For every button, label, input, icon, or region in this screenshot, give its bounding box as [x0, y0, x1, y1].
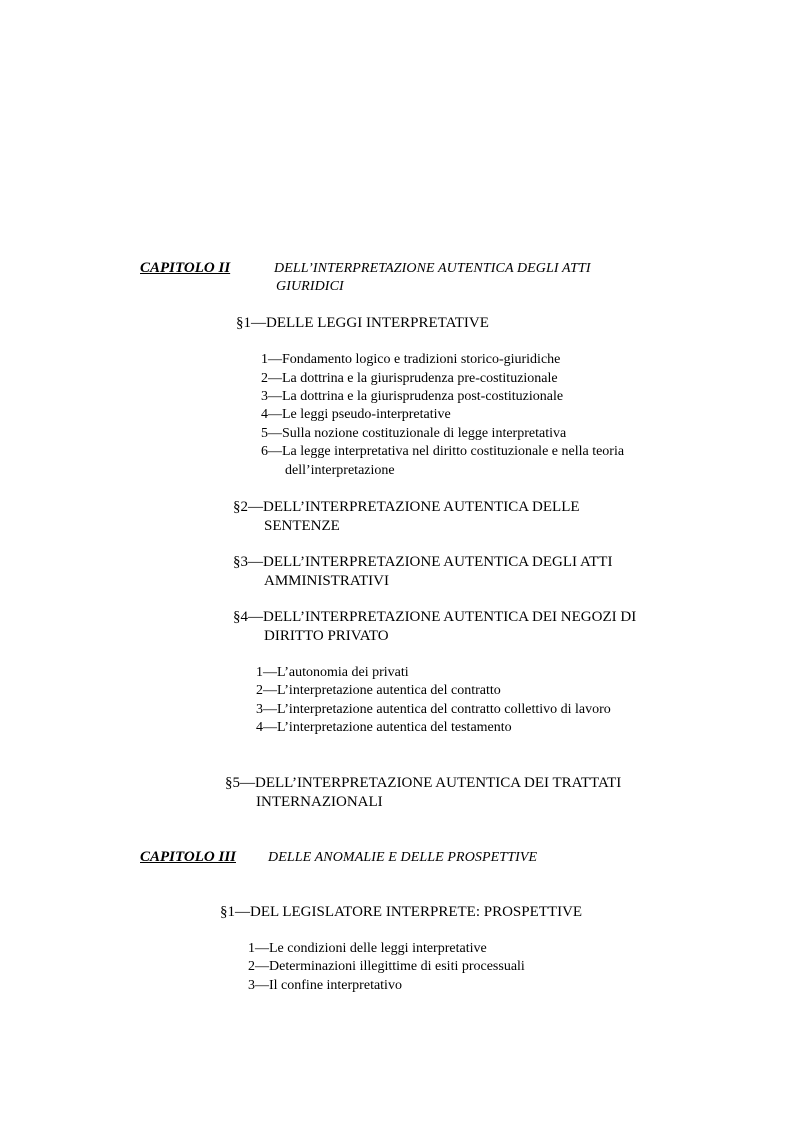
section-4-item-2: 2—L’interpretazione autentica del contratto — [256, 683, 501, 698]
chapter-2-title-line1: DELL’INTERPRETAZIONE AUTENTICA DEGLI ATTI — [274, 261, 591, 276]
section-4-item-4: 4—L’interpretazione autentica del testamento — [256, 720, 512, 735]
chapter-2-label: CAPITOLO II — [140, 260, 231, 276]
section-4-heading-cont: DIRITTO PRIVATO — [264, 628, 389, 644]
chapter-3-section-1-item-3: 3—Il confine interpretativo — [248, 978, 402, 993]
section-1-item-6-cont: dell’interpretazione — [285, 463, 395, 478]
section-5-heading: §5—DELL’INTERPRETAZIONE AUTENTICA DEI TRATTATI — [225, 775, 622, 791]
section-2-heading: §2—DELL’INTERPRETAZIONE AUTENTICA DELLE — [233, 499, 580, 515]
section-4-item-1: 1—L’autonomia dei privati — [256, 665, 409, 680]
section-1-item-3: 3—La dottrina e la giurisprudenza post-costituzionale — [261, 389, 564, 404]
chapter-3-label: CAPITOLO III — [140, 849, 236, 865]
section-3-heading: §3—DELL’INTERPRETAZIONE AUTENTICA DEGLI ATTI — [233, 554, 613, 570]
section-1-item-6: 6—La legge interpretativa nel diritto costituzionale e nella teoria — [261, 444, 625, 459]
chapter-3-section-1-item-1: 1—Le condizioni delle leggi interpretative — [248, 941, 487, 956]
chapter-2-title-line2: GIURIDICI — [276, 279, 344, 294]
section-2-heading-cont: SENTENZE — [264, 518, 340, 534]
chapter-3-section-1-heading: §1—DEL LEGISLATORE INTERPRETE: PROSPETTIVE — [220, 904, 583, 920]
section-5-heading-cont: INTERNAZIONALI — [256, 794, 383, 810]
section-1-heading: §1—DELLE LEGGI INTERPRETATIVE — [236, 315, 489, 331]
chapter-3-section-1-item-2: 2—Determinazioni illegittime di esiti processuali — [248, 959, 525, 974]
section-4-heading: §4—DELL’INTERPRETAZIONE AUTENTICA DEI NEGOZI DI — [233, 609, 637, 625]
chapter-3-title: DELLE ANOMALIE E DELLE PROSPETTIVE — [268, 850, 538, 865]
section-4-item-3: 3—L’interpretazione autentica del contratto collettivo di lavoro — [256, 702, 611, 717]
section-1-item-1: 1—Fondamento logico e tradizioni storico-giuridiche — [261, 352, 561, 367]
section-1-item-5: 5—Sulla nozione costituzionale di legge interpretativa — [261, 426, 567, 441]
section-1-item-2: 2—La dottrina e la giurisprudenza pre-costituzionale — [261, 371, 558, 386]
section-1-item-4: 4—Le leggi pseudo-interpretative — [261, 407, 451, 422]
section-3-heading-cont: AMMINISTRATIVI — [264, 573, 389, 589]
